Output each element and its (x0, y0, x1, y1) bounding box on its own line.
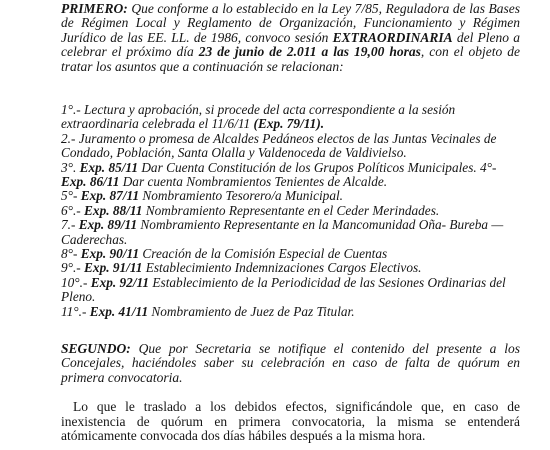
agenda-item-lead: 11°.- (61, 303, 90, 319)
primero-paragraph (61, 2, 520, 74)
agenda-item-2 (61, 132, 522, 161)
agenda-item-7 (61, 218, 522, 247)
agenda-item-text: Dar Cuenta Constitución de los Grupos Políticos Municipales. 4°- (138, 159, 497, 175)
agenda-item-exp: (Exp. 79/11). (253, 116, 325, 132)
agenda-item-text: Establecimiento Indemnizaciones Cargos Electivos. (142, 260, 422, 276)
agenda-item-exp: Exp. 41/11 (89, 303, 149, 319)
agenda-item-3 (61, 161, 522, 175)
primero-text-b: del Pleno a celebrar el próximo día (61, 29, 520, 60)
agenda-item-exp: Exp. 87/11 (80, 188, 140, 204)
agenda-item-exp: Exp. 85/11 (79, 159, 138, 175)
agenda-item-lead: 9°.- (61, 260, 85, 276)
agenda-item-1 (61, 103, 522, 132)
agenda-item-lead: 8°- (61, 246, 81, 262)
agenda-item-exp: Exp. 89/11 (78, 217, 138, 233)
segundo-text: Que por Secretaria se notifique el contenido del presente a los Concejales, haciéndoles saber su celebración en caso de falta de quórum en primera convocatoria. (61, 341, 520, 385)
agenda-item-11 (61, 305, 522, 319)
agenda-item-lead: 7.- (61, 217, 79, 233)
agenda-item-exp: Exp. 91/11 (84, 260, 143, 276)
agenda-list (61, 103, 522, 319)
agenda-item-text: Nombramiento Representante en el Ceder Merindades. (142, 202, 440, 218)
agenda-item-exp: Exp. 88/11 (84, 202, 143, 218)
segundo-paragraph (61, 342, 520, 385)
agenda-item-text: Nombramiento Tesorero/a Municipal. (139, 188, 343, 204)
segundo-label: SEGUNDO: (61, 341, 131, 356)
closing-paragraph: Lo que le traslado a los debidos efectos, significándole que, en caso de inexistencia de quórum en primera convocatoria, la misma se entenderá atómicamente convocada dos días hábiles después a la misma hora. (61, 399, 520, 444)
agenda-item-6 (61, 204, 522, 218)
agenda-item-lead: 6°.- (61, 202, 85, 218)
agenda-item-text: Establecimiento de la Periodicidad de las Sesiones Ordinarias del Pleno. (61, 274, 506, 305)
agenda-item-text: Nombramiento Representante en la Mancomunidad Oña- Bureba — Caderechas. (61, 217, 504, 247)
agenda-item-exp: Exp. 86/11 (61, 174, 120, 190)
agenda-item-text: Creación de la Comisión Especial de Cuentas (139, 246, 388, 262)
agenda-item-lead: 5°- (61, 188, 81, 204)
session-date-time: 23 de junio de 2.011 a las 19,00 horas (198, 44, 421, 60)
primero-text-c: , con el objeto de tratar los asuntos que a continuación se relacionan: (61, 44, 520, 74)
agenda-item-4 (61, 175, 522, 189)
agenda-item-10 (61, 276, 522, 305)
agenda-item-lead: 10°.- (61, 274, 91, 290)
agenda-item-exp: Exp. 92/11 (90, 274, 150, 290)
agenda-item-8 (61, 247, 522, 261)
agenda-item-lead: 2.- Juramento o promesa de Alcaldes Pedáneos electos de las Juntas Vecinales de Condado, Población, Santa Olalla y Valdenoceda de Valdivielso. (61, 130, 497, 161)
agenda-item-lead: 1°.- Lectura y aprobación, si procede del acta correspondiente a la sesión extraordinaria celebrada el 11/6/11 (61, 102, 456, 132)
session-type: EXTRAORDINARIA (332, 29, 453, 45)
agenda-item-9 (61, 261, 522, 275)
agenda-item-text: Nombramiento de Juez de Paz Titular. (148, 303, 355, 319)
agenda-item-lead: 3°. (61, 159, 80, 175)
primero-text-a: Que conforme a lo establecido en la Ley 7/85, Reguladora de las Bases de Régimen Local y Reglamento de Organización, Funcionamiento y Régimen Jurídico de las EE. LL. de 1986, convoco sesión (61, 1, 520, 45)
agenda-item-text: Dar cuenta Nombramientos Tenientes de Alcalde. (119, 174, 388, 190)
agenda-item-exp: Exp. 90/11 (80, 246, 140, 262)
agenda-item-5 (61, 189, 522, 203)
primero-label: PRIMERO: (61, 1, 128, 16)
